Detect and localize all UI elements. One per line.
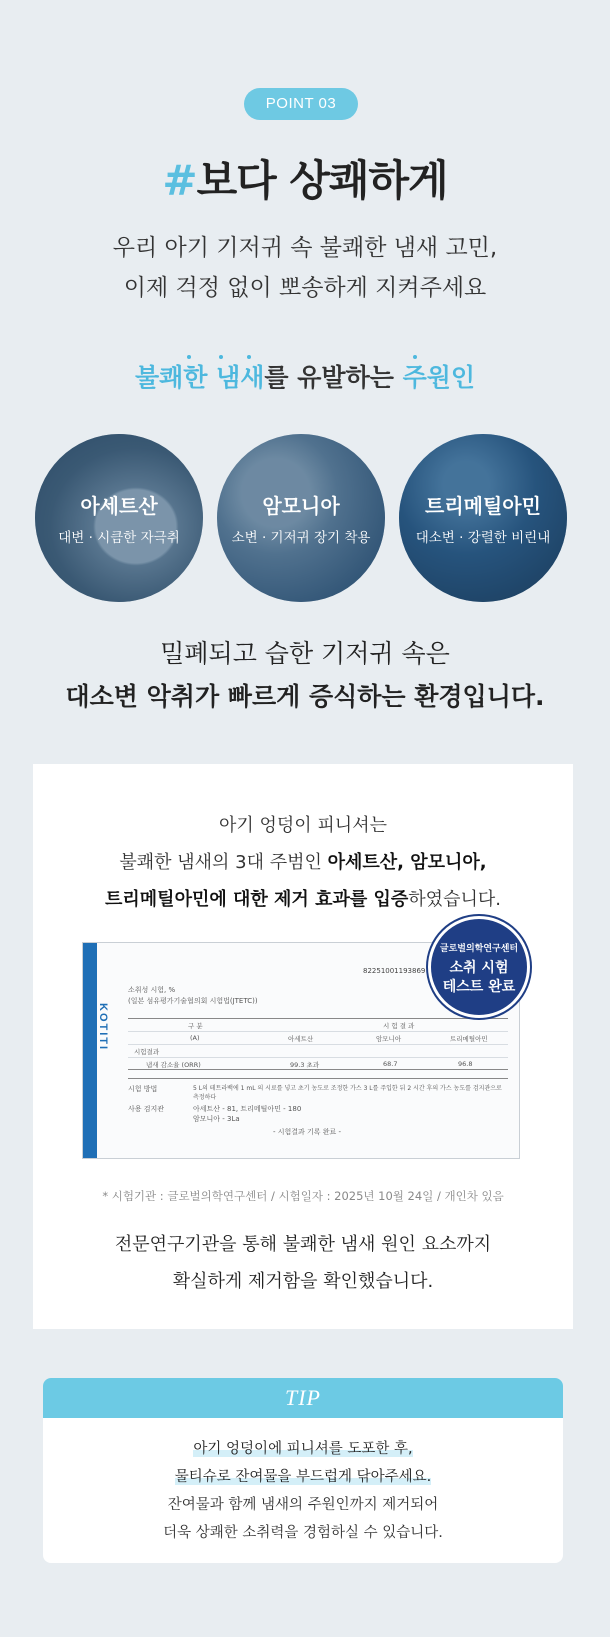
cause-circle-acetic	[35, 434, 203, 602]
report-row-label: 냄새 감소율 (ORR)	[146, 1061, 201, 1069]
cause-name: 암모니아	[262, 494, 340, 518]
tip-line	[43, 1435, 563, 1463]
summary-line: 밀폐되고 습한 기저귀 속은	[160, 639, 450, 668]
report-test-name: 소취성 시험, %	[128, 986, 176, 994]
cause-highlight	[135, 363, 264, 392]
cause-circle-trimethylamine	[399, 434, 567, 602]
intro-line: 이제 걱정 없이 뽀송하게 지켜주세요	[123, 275, 487, 301]
cause-desc: 대소변 · 강렬한 비린내	[415, 530, 551, 546]
card-line	[33, 844, 573, 881]
cause-title	[0, 358, 610, 394]
report-header-cell: 시 험 결 과	[383, 1022, 415, 1030]
report-group-row	[128, 1045, 508, 1058]
conclusion-text	[33, 1226, 573, 1300]
tip-highlight: 아기 엉덩이에 피니셔를 도포한 후,	[193, 1441, 413, 1457]
report-group-cell: 시험결과	[134, 1048, 160, 1056]
report-subheader-cell: (A)	[190, 1034, 200, 1042]
report-tube-label: 사용 검지관	[128, 1105, 165, 1113]
summary-text	[0, 632, 610, 718]
test-complete-seal	[428, 916, 530, 1018]
report-header-cell: 구 분	[188, 1022, 203, 1030]
intro-line: 우리 아기 기저귀 속 불쾌한 냄새 고민,	[112, 235, 498, 261]
report-tube-text: 암모니아 - 3La	[193, 1115, 240, 1123]
report-brand-logo: KOTITI	[97, 1003, 109, 1052]
report-header-row	[128, 1019, 508, 1032]
hash-mark: #	[162, 156, 197, 205]
test-result-card	[33, 764, 573, 1329]
tip-text	[43, 1435, 563, 1547]
tip-line: 더욱 상쾌한 소취력을 경험하실 수 있습니다.	[163, 1525, 443, 1541]
report-subheader-row	[128, 1032, 508, 1045]
seal-main	[431, 959, 527, 997]
report-value: 68.7	[383, 1060, 398, 1068]
card-text-bold: 아세트산, 암모니아,	[327, 852, 487, 873]
card-text	[33, 807, 573, 918]
cause-highlight	[403, 363, 475, 392]
emphasis-dot	[413, 355, 417, 359]
card-text-normal: 하였습니다.	[408, 889, 501, 910]
report-value: 99.3 초과	[290, 1061, 320, 1069]
cause-highlight-text: 불쾌한 냄새	[134, 363, 265, 392]
cause-circle-ammonia	[217, 434, 385, 602]
tip-highlight: 물티슈로 잔여물을 부드럽게 닦아주세요.	[174, 1469, 432, 1485]
seal-main-line: 테스트 완료	[442, 979, 516, 995]
report-table	[128, 1018, 508, 1070]
card-line: 아기 엉덩이 피니셔는	[219, 815, 387, 836]
intro-text	[0, 228, 610, 308]
card-text-normal: 불쾌한 냄새의 3대 주범인	[119, 852, 328, 873]
report-result-row	[128, 1058, 508, 1071]
report-subheader-cell: 트리메틸아민	[450, 1035, 488, 1043]
report-divider	[128, 1078, 508, 1079]
cause-desc: 소변 · 기저귀 장기 착용	[231, 530, 371, 546]
report-subheader-cell: 아세트산	[288, 1035, 314, 1043]
seal-main-line: 소취 시험	[449, 960, 509, 976]
report-tube-text: 아세트산 - 81, 트리메틸아민 - 180	[193, 1105, 302, 1113]
card-line	[33, 881, 573, 918]
conclusion-line: 전문연구기관을 통해 불쾌한 냄새 원인 요소까지	[114, 1234, 492, 1255]
cause-name: 트리메틸아민	[425, 494, 541, 518]
summary-line: 대소변 악취가 빠르게 증식하는 환경입니다.	[65, 682, 545, 711]
tip-title: TIP	[43, 1378, 563, 1418]
report-end-text: - 시험결과 기록 완료 -	[273, 1128, 342, 1136]
cause-mid-text: 를 유발하는	[264, 363, 403, 392]
card-text-bold: 트리메틸아민에 대한 제거 효과를 입증	[105, 889, 409, 910]
report-test-ref: (일본 섬유평가기술협의회 시험법(JTETC))	[128, 997, 258, 1005]
cause-highlight-text: 주원인	[402, 363, 476, 392]
tip-line	[43, 1463, 563, 1491]
report-subheader-cell: 암모니아	[376, 1035, 402, 1043]
tip-box	[43, 1378, 563, 1563]
source-note: * 시험기관 : 글로벌의학연구센터 / 시험일자 : 2025년 10월 24일 / 개인차 있음	[102, 1189, 504, 1203]
headline-text: 보다 상쾌하게	[196, 156, 448, 205]
report-method-label: 시험 방법	[128, 1085, 158, 1093]
report-doc-number: 82251001193869	[363, 967, 426, 975]
cause-name: 아세트산	[80, 494, 158, 518]
tip-line: 잔여물과 함께 냄새의 주원인까지 제거되어	[167, 1497, 439, 1513]
conclusion-line: 확실하게 제거함을 확인했습니다.	[172, 1271, 434, 1292]
report-value: 96.8	[458, 1060, 473, 1068]
cause-desc: 대변 · 시큼한 자극취	[58, 530, 180, 546]
headline	[0, 148, 610, 208]
emphasis-dot	[219, 355, 223, 359]
emphasis-dot	[187, 355, 191, 359]
report-method-text: 5 L의 테트라백에 1 mL 의 시료를 넣고 초기 농도로 조정한 가스 3 L를 주입한 뒤 2 시간 후의 가스 농도를 검지관으로 측정하다	[193, 1085, 502, 1101]
seal-org: 글로벌의학연구센터	[439, 944, 519, 954]
point-badge: POINT 03	[244, 88, 358, 120]
emphasis-dot	[247, 355, 251, 359]
